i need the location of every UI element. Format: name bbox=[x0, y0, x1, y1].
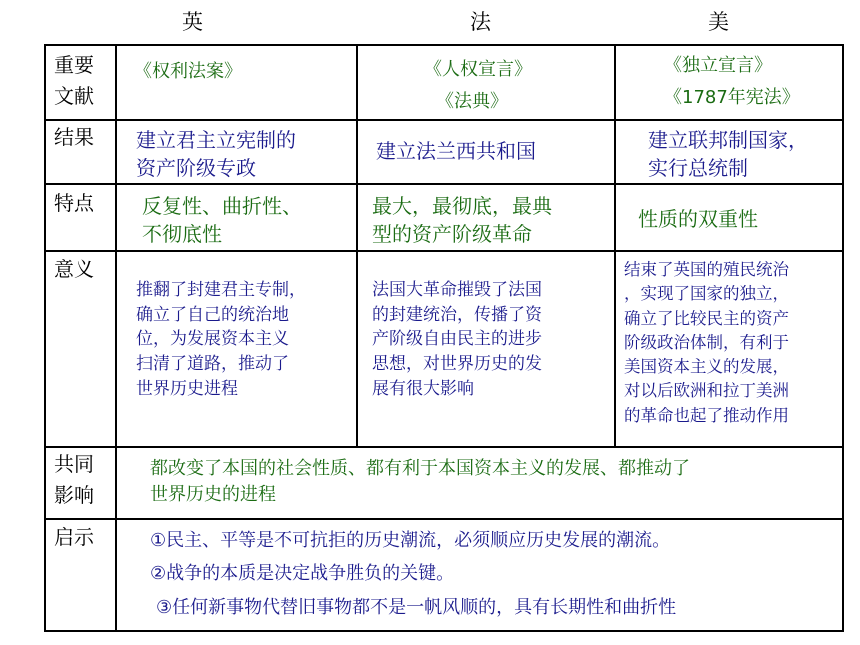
feature-usa: 性质的双重性 bbox=[638, 207, 758, 231]
significance-france: 法国大革命摧毁了法国 的封建统治，传播了资 产阶级自由民主的进步 思想，对世界历史的发 展有很大影响 bbox=[372, 280, 542, 399]
feature-france: 最大，最彻底，最典 型的资产阶级革命 bbox=[372, 194, 552, 246]
common-influence-text: 都改变了本国的社会性质、都有利于本国资本主义的发展、都推动了 世界历史的进程 bbox=[150, 458, 690, 506]
result-england: 建立君主立宪制的 资产阶级专政 bbox=[136, 128, 296, 180]
row-label-lessons: 启示 bbox=[54, 525, 94, 549]
header-england: 英 bbox=[182, 10, 203, 34]
row-divider bbox=[46, 119, 842, 121]
row-label-common: 共同 影响 bbox=[54, 452, 94, 507]
row-divider bbox=[46, 250, 842, 252]
column-divider bbox=[356, 46, 358, 446]
row-divider bbox=[46, 446, 842, 448]
header-france: 法 bbox=[470, 10, 491, 34]
documents-england: 《权利法案》 bbox=[134, 61, 242, 82]
comparison-table bbox=[44, 44, 844, 632]
row-label-result: 结果 bbox=[54, 125, 94, 149]
documents-usa: 《独立宣言》 《1787年宪法》 bbox=[664, 55, 800, 108]
result-usa: 建立联邦制国家， 实行总统制 bbox=[648, 128, 808, 180]
result-france: 建立法兰西共和国 bbox=[376, 139, 536, 163]
header-usa: 美 bbox=[708, 10, 729, 34]
row-label-feature: 特点 bbox=[54, 191, 94, 215]
lesson-item: ③任何新事物代替旧事物都不是一帆风顺的，具有长期性和曲折性 bbox=[156, 596, 677, 618]
row-divider bbox=[46, 183, 842, 185]
column-divider bbox=[614, 46, 616, 446]
documents-france: 《人权宣言》 《法典》 bbox=[424, 59, 532, 112]
lesson-item: ②战争的本质是决定战争胜负的关键。 bbox=[150, 563, 455, 585]
significance-usa: 结束了英国的殖民统治 ，实现了国家的独立， 确立了比较民主的资产 阶级政治体制，有利于 美国资本主义的发展， 对以后欧洲和拉丁美洲 的革命也起了推动作用 bbox=[624, 260, 789, 425]
row-divider bbox=[46, 518, 842, 520]
significance-england: 推翻了封建君主专制， 确立了自己的统治地 位，为发展资本主义 扫清了道路，推动了 世界历史进程 bbox=[136, 280, 306, 399]
row-label-significance: 意义 bbox=[54, 257, 94, 281]
lessons-list bbox=[150, 524, 676, 624]
lesson-item: ①民主、平等是不可抗拒的历史潮流，必须顺应历史发展的潮流。 bbox=[150, 530, 671, 551]
column-divider bbox=[115, 46, 117, 630]
feature-england: 反复性、曲折性、 不彻底性 bbox=[142, 194, 302, 246]
row-label-documents: 重要 文献 bbox=[54, 53, 94, 108]
